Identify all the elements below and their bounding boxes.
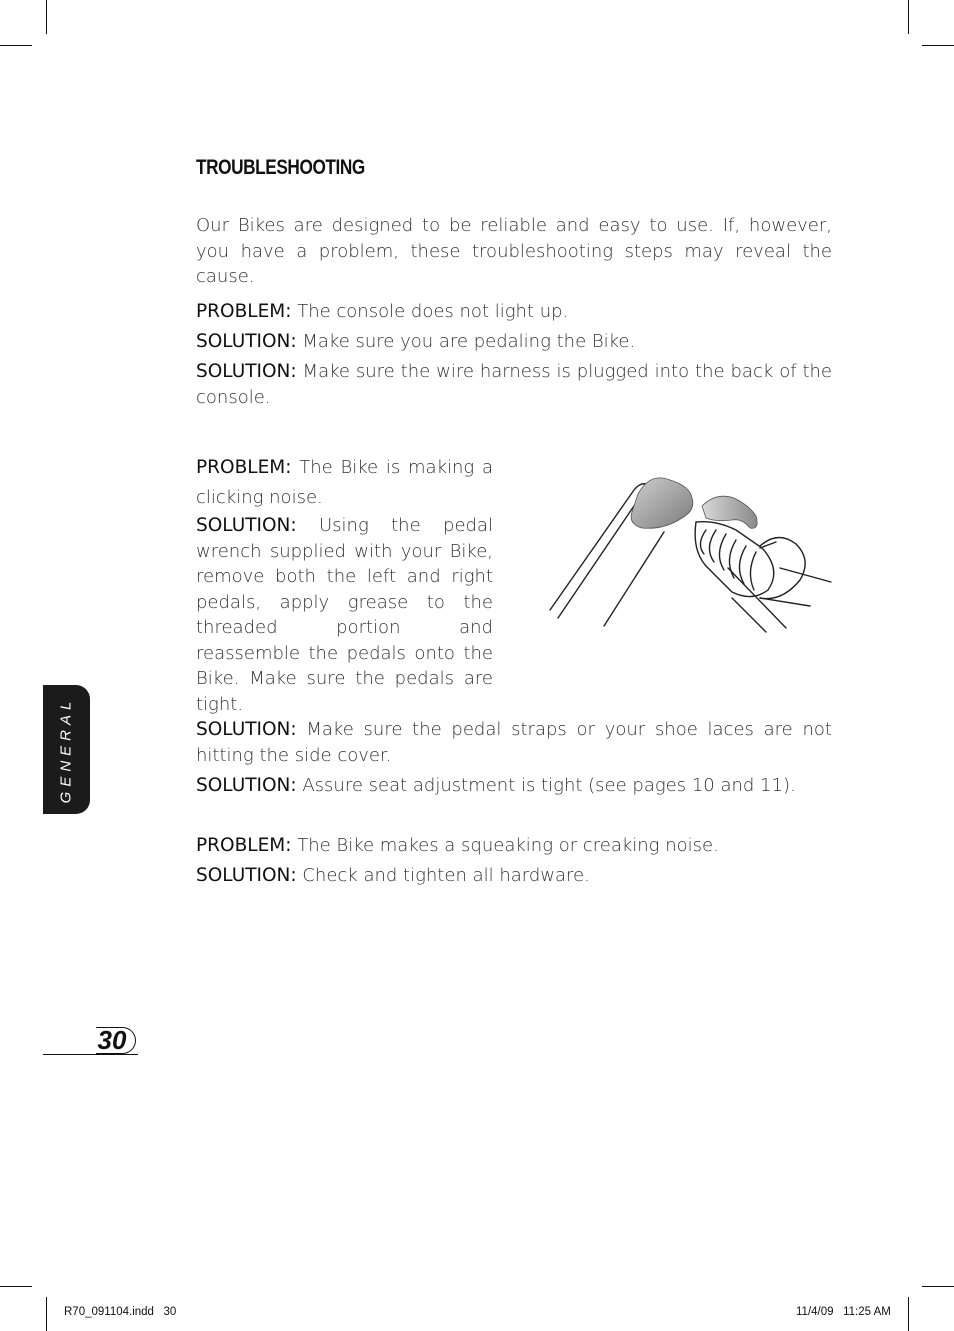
page-number: 30: [97, 1025, 127, 1055]
solution-1-2: [196, 359, 832, 410]
problem-label: PROBLEM:: [196, 835, 292, 856]
solution-label: SOLUTION:: [196, 775, 297, 796]
solution-label: SOLUTION:: [196, 865, 297, 886]
problem-text: The console does not light up.: [297, 301, 569, 322]
solution-text: Using the pedal wrench supplied with your Bike, remove both the left and right pedals, apply grease to the threaded portion and reassemble the pedals onto the Bike. Make sure the pedals are tight.: [196, 515, 493, 715]
solution-text: Check and tighten all hardware.: [302, 865, 590, 886]
problem-3: [196, 833, 832, 859]
solution-text: Make sure you are pedaling the Bike.: [302, 331, 636, 352]
solution-text: Make sure the pedal straps or your shoe laces are not hitting the side cover.: [196, 719, 832, 766]
intro-paragraph: Our Bikes are designed to be reliable and easy to use. If, however, you have a problem, these troubleshooting steps may reveal the cause.: [196, 215, 832, 287]
slug-date: 11/4/09 11:25 AM: [796, 1306, 891, 1318]
crop-mark: [922, 45, 954, 46]
solution-2-3: [196, 773, 832, 799]
solution-label: SOLUTION:: [196, 331, 297, 352]
problem-label: PROBLEM:: [196, 457, 292, 478]
crop-mark: [908, 0, 909, 34]
pedal-wrench-grease-illustration: [546, 470, 836, 640]
problem-text: The Bike makes a squeaking or creaking noise.: [297, 835, 719, 856]
crop-mark: [908, 1297, 909, 1331]
crop-mark: [46, 0, 47, 34]
crop-mark: [46, 1297, 47, 1331]
section-tab-label: GENERAL: [57, 696, 75, 804]
crop-mark: [0, 1286, 32, 1287]
solution-3-1: [196, 863, 832, 889]
problem-2: [196, 453, 493, 513]
problem-1: [196, 299, 832, 325]
solution-text: Make sure the wire harness is plugged into the back of the console.: [196, 361, 832, 408]
solution-2-1: [196, 513, 493, 717]
crop-mark: [922, 1286, 954, 1287]
solution-label: SOLUTION:: [196, 719, 297, 740]
solution-2-2: [196, 717, 832, 768]
solution-label: SOLUTION:: [196, 361, 297, 382]
crop-mark: [0, 45, 32, 46]
solution-label: SOLUTION:: [196, 515, 297, 536]
problem-label: PROBLEM:: [196, 301, 292, 322]
solution-1-1: [196, 329, 832, 355]
problem-text: The Bike is making a clicking noise.: [196, 457, 493, 508]
solution-text: Assure seat adjustment is tight (see pages 10 and 11).: [302, 775, 796, 796]
page-title: TROUBLESHOOTING: [196, 156, 365, 179]
slug-file: R70_091104.indd 30: [64, 1306, 177, 1318]
